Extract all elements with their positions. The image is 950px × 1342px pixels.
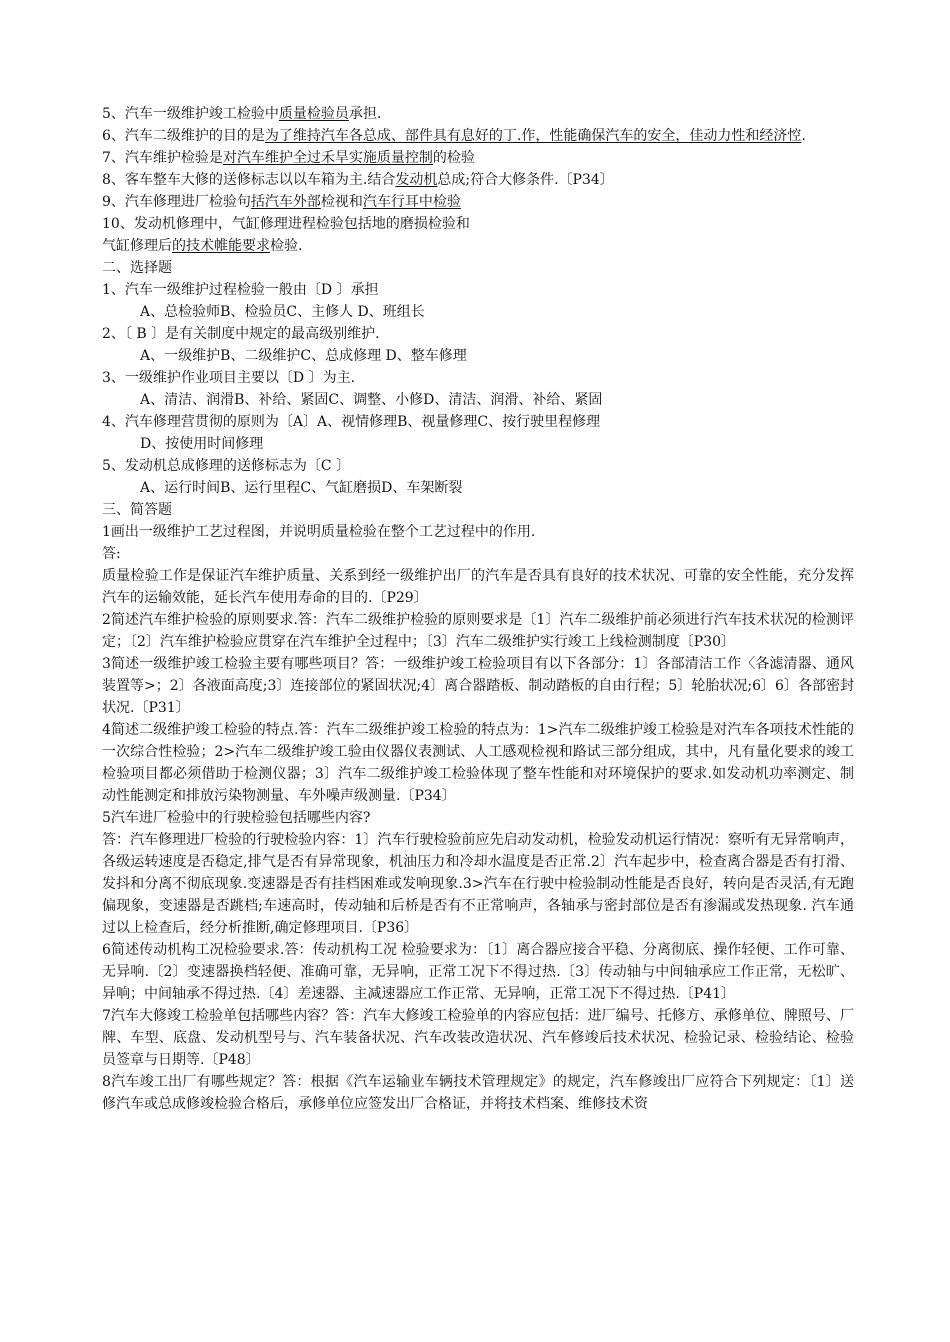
question-text: 总成;符合大修条件.〔P34〕 — [437, 172, 614, 188]
underlined-answer: 的技术帷能要求 — [172, 238, 270, 254]
short-answer-paragraph: 8汽车竣工出厂有哪些规定？答：根据《汽车运输业车辆技术管理规定》的规定，汽车修竣出厂应符合下列规定：〔1〕送修汽车或总成修竣检验合格后，承修单位应签发出厂合格证，并将技术档案、维修技术资 — [102, 1074, 854, 1112]
short-answer-paragraph: 5汽车进厂检验中的行驶检验包括哪些内容? — [102, 810, 371, 826]
question-text: 检验. — [270, 238, 303, 254]
question-text: 的检验 — [432, 150, 475, 166]
short-answer-section — [102, 521, 854, 1115]
fill-in-item — [102, 213, 854, 235]
underlined-answer: 发动机 — [395, 172, 438, 188]
choice-section — [102, 279, 854, 499]
short-answer-paragraph: 2简述汽车维护检验的原则要求.答：汽车二级维护检验的原则要求是〔1〕汽车二级维护前必须进行汽车技术状况的检测评定；〔2〕汽车维护检验应贯穿在汽车维护全过程中；〔3〕汽车二级维护实行竣工上线检测制度〔P30〕 — [102, 612, 854, 650]
choice-question: 2、〔 B 〕是有关制度中规定的最高级别维护. — [102, 326, 380, 342]
fill-in-item — [102, 169, 854, 191]
short-answer-paragraph: 4简述二级维护竣工检验的特点.答：汽车二级维护竣工检验的特点为：1>汽车二级维护竣工检验是对汽车各项技术性能的一次综合性检验；2>汽车二级维护竣工验由仪器仪表测试、人工感观检视和路试三部分组成，其中，凡有量化要求的竣工检验项目都必须借助于检测仪器；3〕汽车二级维护竣工检验体现了整车性能和对环境保护的要求.如发动机功率测定、制动性能测定和排放污染物测量、车外噪声级测量.〔P34〕 — [102, 722, 854, 804]
short-answer-paragraph: 答: — [102, 546, 121, 562]
short-answer-paragraph: 6简述传动机构工况检验要求.答：传动机构工况 检验要求为：〔1〕离合器应接合平稳、分离彻底、操作轻便、工作可靠、无异响.〔2〕变速器换档轻便、准确可靠，无异响，正常工况下不得过热.〔3〕传动轴与中间轴承应工作正常，无松旷、异响；中间轴承不得过热.〔4〕差速器、主减速器应工作正常、无异响，正常工况下不得过热.〔P41〕 — [102, 942, 854, 1002]
choice-question: 5、发动机总成修理的送修标志为〔C 〕 — [102, 458, 351, 474]
choice-question: 3、一级维护作业项目主要以〔D 〕为主. — [102, 370, 356, 386]
fill-in-item — [102, 191, 854, 213]
question-text: 气缸修理后 — [102, 238, 172, 254]
underlined-answer: 对汽车维护全过禾旱实施质量控制 — [222, 150, 433, 166]
question-text: 6、汽车二级维护的目的是 — [102, 128, 265, 144]
question-text: 8、客车整车大修的送修标志以以车箱为主.结合 — [102, 172, 396, 188]
choice-options: A、总检验师B、检验员C、主修人 D、班组长 — [140, 304, 425, 320]
question-text: 承担. — [348, 106, 382, 122]
underlined-answer: 汽车行耳中检验 — [362, 194, 461, 210]
underlined-answer: 括汽车外部 — [250, 194, 321, 210]
choice-question: 1、汽车一级维护过程检验一般由〔D 〕承担 — [102, 282, 379, 298]
question-text: 7、汽车维护检验是 — [102, 150, 223, 166]
choice-options: A、清洁、润滑B、补给、紧固C、调整、小修D、清洁、润滑、补给、紧固 — [140, 392, 603, 408]
fill-in-item — [102, 125, 854, 147]
short-answer-paragraph: 答：汽车修理进厂检验的行驶检验内容：1〕汽车行驶检验前应先启动发动机，检验发动机运行情况：察听有无异常响声，各级运转速度是否稳定,排气是否有异常现象，机油压力和冷却水温度是否正常.2〕汽车起步中，检查离合器是否有打滑、发抖和分离不彻底现象.变速器是否有挂档困难或发响现象.3>汽车在行驶中检验制动性能是否良好，转向是否灵活,有无跑偏现象，变速器是否跳档;车速高时，传动轴和后桥是否有不正常响声，各轴承与密封部位是否有渗漏或发热现象. 汽车通过以上检查后，经分析推断,确定修理项目.〔P36〕 — [102, 832, 854, 936]
choice-options: A、一级维护B、二级维护C、总成修理 D、整车修理 — [140, 348, 467, 364]
question-text: 9、汽车修理进厂检验句 — [102, 194, 251, 210]
fill-in-item — [102, 147, 854, 169]
document-page — [102, 103, 854, 1115]
short-answer-paragraph: 1画出一级维护工艺过程图，并说明质量检验在整个工艺过程中的作用. — [102, 524, 536, 540]
short-answer-paragraph: 7汽车大修竣工检验单包括哪些内容？答：汽车大修竣工检验单的内容应包括：进厂编号、托修方、承修单位、牌照号、厂牌、车型、底盘、发动机型号与、汽车装备状况、汽车改装改造状况、汽车修竣后技术状况、检验记录、检验结论、检验员签章与日期等.〔P48〕 — [102, 1008, 854, 1068]
fill-in-item — [102, 103, 854, 125]
short-answer-paragraph: 3简述一级维护竣工检验主要有哪些项目？答：一级维护竣工检验项目有以下各部分：1〕各部清洁工作〈各滤清器、通风装置等>；2〕各液面高度;3〕连接部位的紧固状况;4〕离合器踏板、制动踏板的自由行程；5〕轮胎状况;6〕6〕各部密封状况.〔P31〕 — [102, 656, 854, 716]
question-text: 10、发动机修理中，气缸修理进程检验包括地的磨损检验和 — [102, 216, 470, 232]
section-title-short-answer: 三、简答题 — [102, 502, 172, 518]
section-title-choice: 二、选择题 — [102, 260, 172, 276]
short-answer-paragraph: 质量检验工作是保证汽车维护质量、关系到经一级维护出厂的汽车是否具有良好的技术状况、可靠的安全性能，充分发挥汽车的运输效能，延长汽车使用寿命的目的.〔P29〕 — [102, 568, 854, 606]
question-text: . — [801, 128, 806, 144]
fill-in-item — [102, 235, 854, 257]
question-text: 检视和 — [320, 194, 363, 210]
choice-question: 4、汽车修理营贯彻的原则为〔A〕A、视情修理B、视量修理C、按行驶里程修理 — [102, 414, 601, 430]
question-text: 5、汽车一级维护竣工检验中 — [102, 106, 279, 122]
fill-in-section — [102, 103, 854, 257]
choice-options: A、运行时间B、运行里程C、气缸磨损D、车架断裂 — [140, 480, 463, 496]
underlined-answer: 质量检验员 — [278, 106, 349, 122]
underlined-answer: 为了维持汽车各总成、部件具有息好的丁.作，性能确保汽车的安全，佳动力性和经济悾 — [264, 128, 802, 144]
choice-options: D、按使用时间修理 — [140, 436, 264, 452]
